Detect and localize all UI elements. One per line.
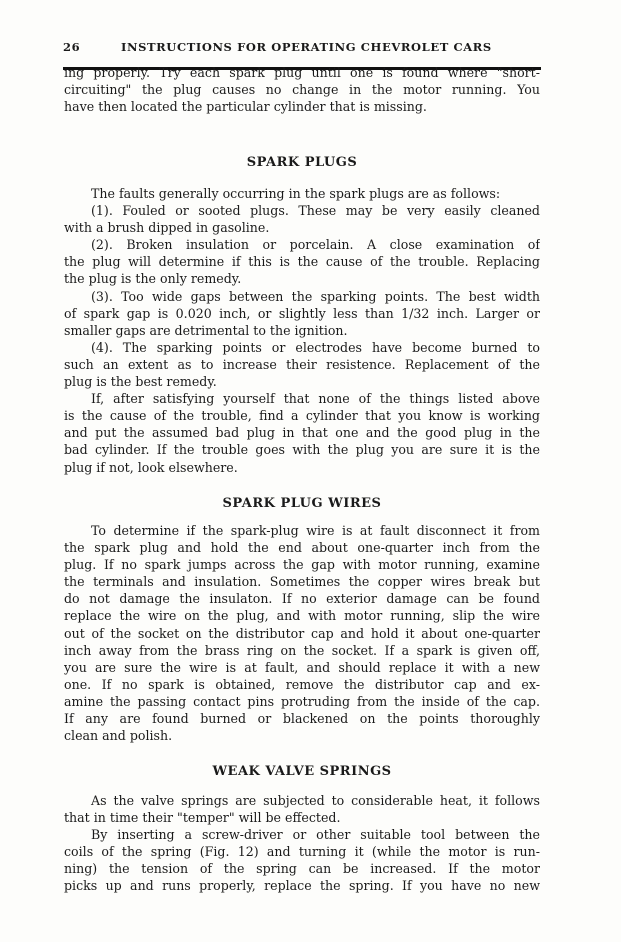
- text-line: ing properly. Try each spark plug until one is found where "short-: [64, 65, 540, 80]
- text-line: (2). Broken insulation or porcelain. A close examination of: [91, 237, 540, 253]
- text-line: amine the passing contact pins protruding from the inside of the cap.: [64, 693, 540, 709]
- text-line: plug is the best remedy.: [64, 374, 217, 390]
- text-line: and put the assumed bad plug in that one and the good plug in the: [64, 425, 540, 441]
- text-line: If, after satisfying yourself that none of the things listed above: [91, 391, 540, 407]
- text-line: By inserting a screw-driver or other suitable tool between the: [91, 827, 540, 843]
- text-line: circuiting" the plug causes no change in the motor running. You: [64, 82, 540, 98]
- section-heading-weak-valve-springs: WEAK VALVE SPRINGS: [212, 764, 392, 779]
- text-line: (1). Fouled or sooted plugs. These may be very easily cleaned: [91, 203, 540, 219]
- text-line: do not damage the insulaton. If no exterior damage can be found: [64, 591, 540, 607]
- text-line: To determine if the spark-plug wire is at fault disconnect it from: [91, 523, 540, 538]
- text-line: coils of the spring (Fig. 12) and turning it (while the motor is run-: [64, 844, 540, 860]
- text-line: such an extent as to increase their resistence. Replacement of the: [64, 356, 540, 372]
- section-body-spark-plugs: [64, 185, 540, 476]
- text-line: that in time their "temper" will be effected.: [64, 810, 341, 826]
- page-number: 26: [63, 40, 81, 54]
- text-line: inch away from the brass ring on the socket. If a spark is given off,: [64, 642, 540, 658]
- text-line: picks up and runs properly, replace the spring. If you have no new: [64, 878, 540, 894]
- text-line: replace the wire on the plug, and with motor running, slip the wire: [64, 608, 540, 624]
- text-line: is the cause of the trouble, find a cylinder that you know is working: [64, 408, 540, 424]
- text-line: plug. If no spark jumps across the gap with motor running, examine: [64, 557, 540, 573]
- section-heading-spark-plugs: SPARK PLUGS: [246, 155, 358, 170]
- text-line: (4). The sparking points or electrodes have become burned to: [91, 339, 540, 355]
- text-line: ning) the tension of the spring can be increased. If the motor: [64, 861, 540, 877]
- section-body-weak-valve-springs: [64, 792, 540, 895]
- text-line: clean and polish.: [64, 728, 173, 744]
- running-header: [63, 40, 541, 58]
- text-line: with a brush dipped in gasoline.: [64, 220, 270, 236]
- text-line: the terminals and insulation. Sometimes the copper wires break but: [64, 574, 540, 590]
- text-line: The faults generally occurring in the spark plugs are as follows:: [91, 186, 501, 201]
- section-body-spark-plug-wires: [64, 522, 540, 744]
- text-line: out of the socket on the distributor cap and hold it about one-quarter: [64, 625, 540, 641]
- text-line: the plug will determine if this is the cause of the trouble. Replacing: [64, 254, 540, 270]
- text-line: you are sure the wire is at fault, and should replace it with a new: [64, 659, 540, 675]
- text-line: the plug is the only remedy.: [64, 271, 242, 287]
- text-line: the spark plug and hold the end about one-quarter inch from the: [64, 540, 540, 556]
- text-line: (3). Too wide gaps between the sparking points. The best width: [91, 288, 540, 304]
- text-line: have then located the particular cylinder that is missing.: [64, 99, 427, 115]
- intro-paragraph: [64, 64, 540, 115]
- header-title: INSTRUCTIONS FOR OPERATING CHEVROLET CARS: [121, 40, 492, 54]
- text-line: of spark gap is 0.020 inch, or slightly less than 1/32 inch. Larger or: [64, 305, 540, 321]
- text-line: If any are found burned or blackened on the points thoroughly: [64, 711, 540, 727]
- text-line: plug if not, look elsewhere.: [64, 459, 238, 475]
- text-line: smaller gaps are detrimental to the ignition.: [64, 322, 348, 338]
- section-heading-spark-plug-wires: SPARK PLUG WIRES: [222, 496, 382, 511]
- text-line: bad cylinder. If the trouble goes with the plug you are sure it is the: [64, 442, 540, 458]
- text-line: As the valve springs are subjected to considerable heat, it follows: [91, 793, 540, 808]
- text-line: one. If no spark is obtained, remove the distributor cap and ex-: [64, 676, 540, 692]
